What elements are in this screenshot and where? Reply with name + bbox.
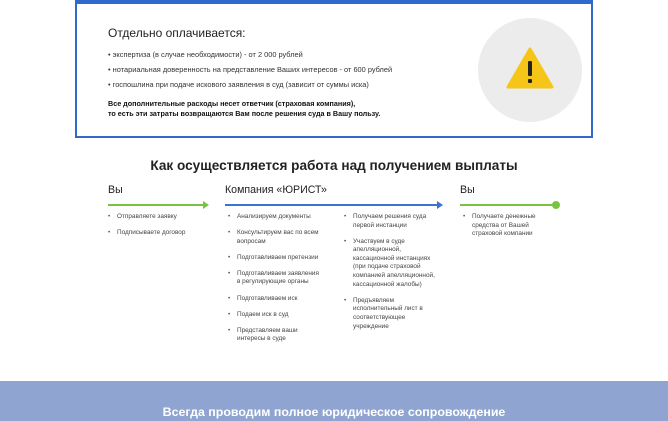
timeline-blue-line: [225, 204, 438, 206]
list-item: • Участвуем в суде апелляционной, кассационной инстанциях (при подаче страховой компанией апелляционной, кассационной жалобы): [344, 238, 439, 290]
timeline-end-dot: [552, 201, 560, 209]
list-item: • Подписываете договор: [108, 229, 203, 238]
client-end-steps: [463, 213, 548, 246]
list-item: • Предъявляем исполнительный лист в соответствующее учреждение: [344, 297, 439, 331]
list-item: • Консультируем вас по всем вопросам: [228, 229, 323, 246]
list-item: • экспертиза (в случае необходимости) - от 2 000 рублей: [108, 47, 392, 62]
column-heading-company: Компания «ЮРИСТ»: [225, 184, 327, 196]
card-title: Отдельно оплачивается:: [108, 26, 246, 40]
list-item: • Анализируем документы: [228, 213, 323, 222]
column-heading-client-end: Вы: [460, 184, 475, 196]
arrow-right-icon: [437, 201, 443, 209]
footer-banner-text: Всегда проводим полное юридическое сопровождение: [162, 405, 506, 419]
list-item: • Подготавливаем заявления в регулирующие органы: [228, 270, 323, 287]
list-item: • нотариальная доверенность на представление Ваших интересов - от 600 рублей: [108, 62, 392, 77]
extra-costs-list: [108, 47, 392, 92]
list-item: • Представляем ваши интересы в суде: [228, 327, 323, 344]
list-item: • Подготавливаем претензии: [228, 254, 323, 263]
arrow-right-icon: [203, 201, 209, 209]
footer-banner: [0, 381, 668, 421]
list-item: • Получаем решения суда первой инстанции: [344, 213, 439, 230]
list-item: • Подаем иск в суд: [228, 311, 323, 320]
warning-icon: [505, 46, 555, 90]
card-note: [108, 99, 380, 118]
timeline-green-line: [108, 204, 204, 206]
list-item: • Отправляете заявку: [108, 213, 203, 222]
company-steps-right: [344, 213, 439, 339]
extra-costs-card: [75, 0, 593, 138]
list-item: • Получаете денежные средства от Вашей страховой компании: [463, 213, 548, 239]
process-title: Как осуществляется работа над получением выплаты: [150, 158, 518, 173]
card-note-line: то есть эти затраты возвращаются Вам после решения суда в Вашу пользу.: [108, 108, 381, 118]
timeline-green-line: [460, 204, 554, 206]
client-start-steps: [108, 213, 203, 245]
card-note-line: Все дополнительные расходы несет ответчик (страховая компания),: [108, 99, 356, 108]
column-heading-client: Вы: [108, 184, 123, 196]
list-item: • Подготавливаем иск: [228, 295, 323, 304]
list-item: • госпошлина при подаче искового заявления в суд (зависит от суммы иска): [108, 77, 392, 92]
company-steps-left: [228, 213, 323, 351]
warning-badge: [478, 18, 582, 122]
